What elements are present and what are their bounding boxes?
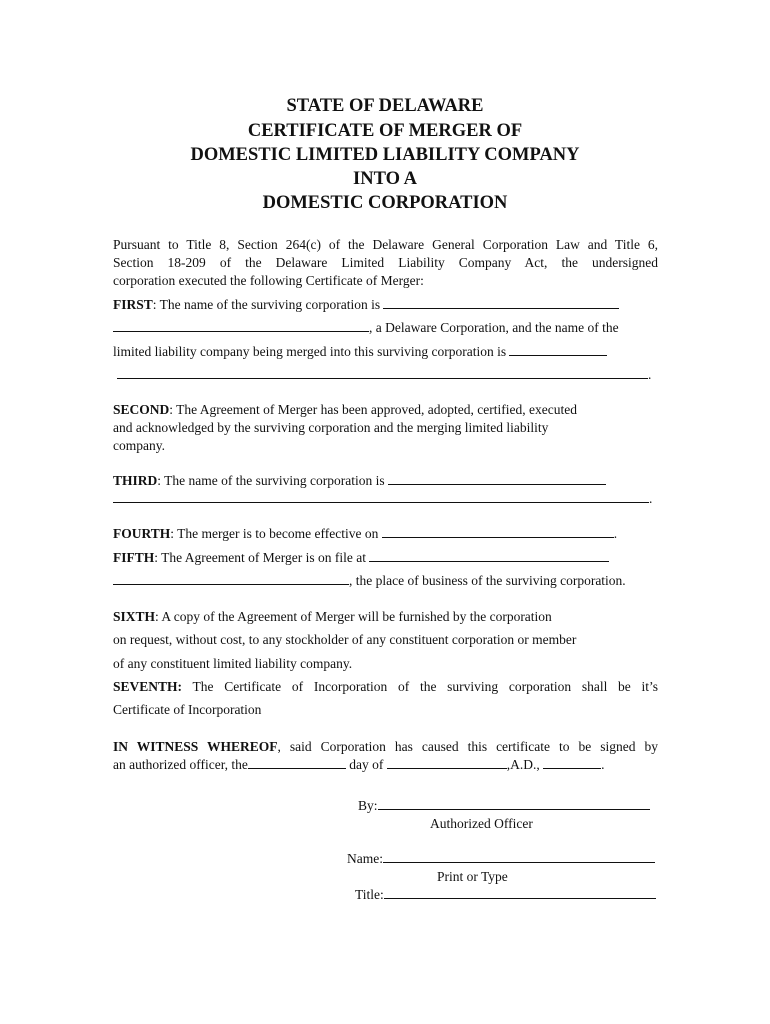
fifth-text-1: : The Agreement of Merger is on file at [154,550,366,565]
second-text-1: : The Agreement of Merger has been approved, adopted, certified, executed [169,402,577,417]
name-label: Name: [347,851,383,866]
third-line-2 [113,490,658,508]
year-field[interactable] [543,756,601,769]
third-label: THIRD [113,473,158,488]
witness-text-1: , said Corporation has caused this certificate to be signed by [277,739,658,754]
first-text-3: limited liability company being merged into this surviving corporation is [113,344,507,359]
fifth-line-2 [113,572,658,590]
witness-line-2 [113,756,658,774]
seventh-label: SEVENTH: [113,679,183,694]
title-line [355,886,656,904]
first-line-2 [113,319,658,337]
second-line-3: company. [113,438,165,453]
second-line-2: and acknowledged by the surviving corporation and the merging limited liability [113,420,549,435]
title-label: Title: [355,887,384,902]
third-end: . [649,491,653,506]
signature-field[interactable] [378,797,650,810]
first-line-4 [113,366,658,384]
header-llc: DOMESTIC LIMITED LIABILITY COMPANY [190,145,580,165]
sixth-line-2: on request, without cost, to any stockholder of any constituent corporation or member [113,632,577,647]
witness-label: IN WITNESS WHEREOF [113,739,278,754]
sixth-label: SIXTH [113,609,156,624]
witness-text-2b: day of [345,757,387,772]
intro-line-1: Pursuant to Title 8, Section 264(c) of the Delaware General Corporation Law and Title 6, [113,237,658,252]
fifth-label: FIFTH [113,550,155,565]
second-line-1 [113,401,658,419]
sixth-text-1: : A copy of the Agreement of Merger will be furnished by the corporation [155,609,552,624]
fourth-end: . [613,526,618,541]
effective-date-field[interactable] [382,525,614,538]
intro-line-2: Section 18-209 of the Delaware Limited Liability Company Act, the undersigned [113,255,658,270]
header-state: STATE OF DELAWARE [286,96,484,116]
merger-file-location-field-cont[interactable] [113,572,349,585]
first-end: . [648,367,652,382]
third-corporation-name-field-cont[interactable] [113,490,649,503]
witness-text-2d: . [601,757,605,772]
header-certificate: CERTIFICATE OF MERGER OF [247,121,523,141]
name-field[interactable] [383,850,655,863]
sixth-line-1 [113,608,658,626]
surviving-corporation-name-field-cont[interactable] [113,319,369,332]
third-corporation-name-field[interactable] [388,472,606,485]
name-caption: Print or Type [437,869,508,884]
merging-llc-name-field[interactable] [509,343,607,356]
witness-line-1 [113,738,658,756]
first-line-1 [113,296,658,314]
by-caption: Authorized Officer [430,816,533,831]
merging-llc-name-field-cont[interactable] [117,366,648,379]
month-field[interactable] [387,756,507,769]
fifth-line-1 [113,549,658,567]
sixth-line-3: of any constituent limited liability company. [113,656,353,671]
witness-text-2a: an authorized officer, the [113,757,248,772]
fifth-text-2: , the place of business of the surviving corporation. [349,573,626,588]
fourth-text-1: : The merger is to become effective on [170,526,379,541]
by-line [358,797,650,815]
seventh-text-1: The Certificate of Incorporation of the surviving corporation shall be it’s [182,679,658,694]
title-field[interactable] [384,886,656,899]
header-into: INTO A [353,169,417,189]
second-label: SECOND [113,402,170,417]
merger-file-location-field[interactable] [369,549,609,562]
first-line-3 [113,343,658,361]
intro-line-3: corporation executed the following Certificate of Merger: [113,273,424,288]
surviving-corporation-name-field[interactable] [383,296,619,309]
by-label: By: [358,798,378,813]
first-text-2: , a Delaware Corporation, and the name of the [369,320,619,335]
header-corporation: DOMESTIC CORPORATION [262,193,508,213]
third-text-1: : The name of the surviving corporation is [157,473,385,488]
witness-text-2c: ,A.D., [506,757,544,772]
first-text-1: : The name of the surviving corporation is [152,297,381,312]
fourth-line-1 [113,525,658,543]
first-label: FIRST [113,297,153,312]
third-line-1 [113,472,658,490]
seventh-line-2: Certificate of Incorporation [113,702,262,717]
fourth-label: FOURTH [113,526,171,541]
day-field[interactable] [248,756,346,769]
seventh-line-1 [113,678,658,696]
name-line [347,850,655,868]
